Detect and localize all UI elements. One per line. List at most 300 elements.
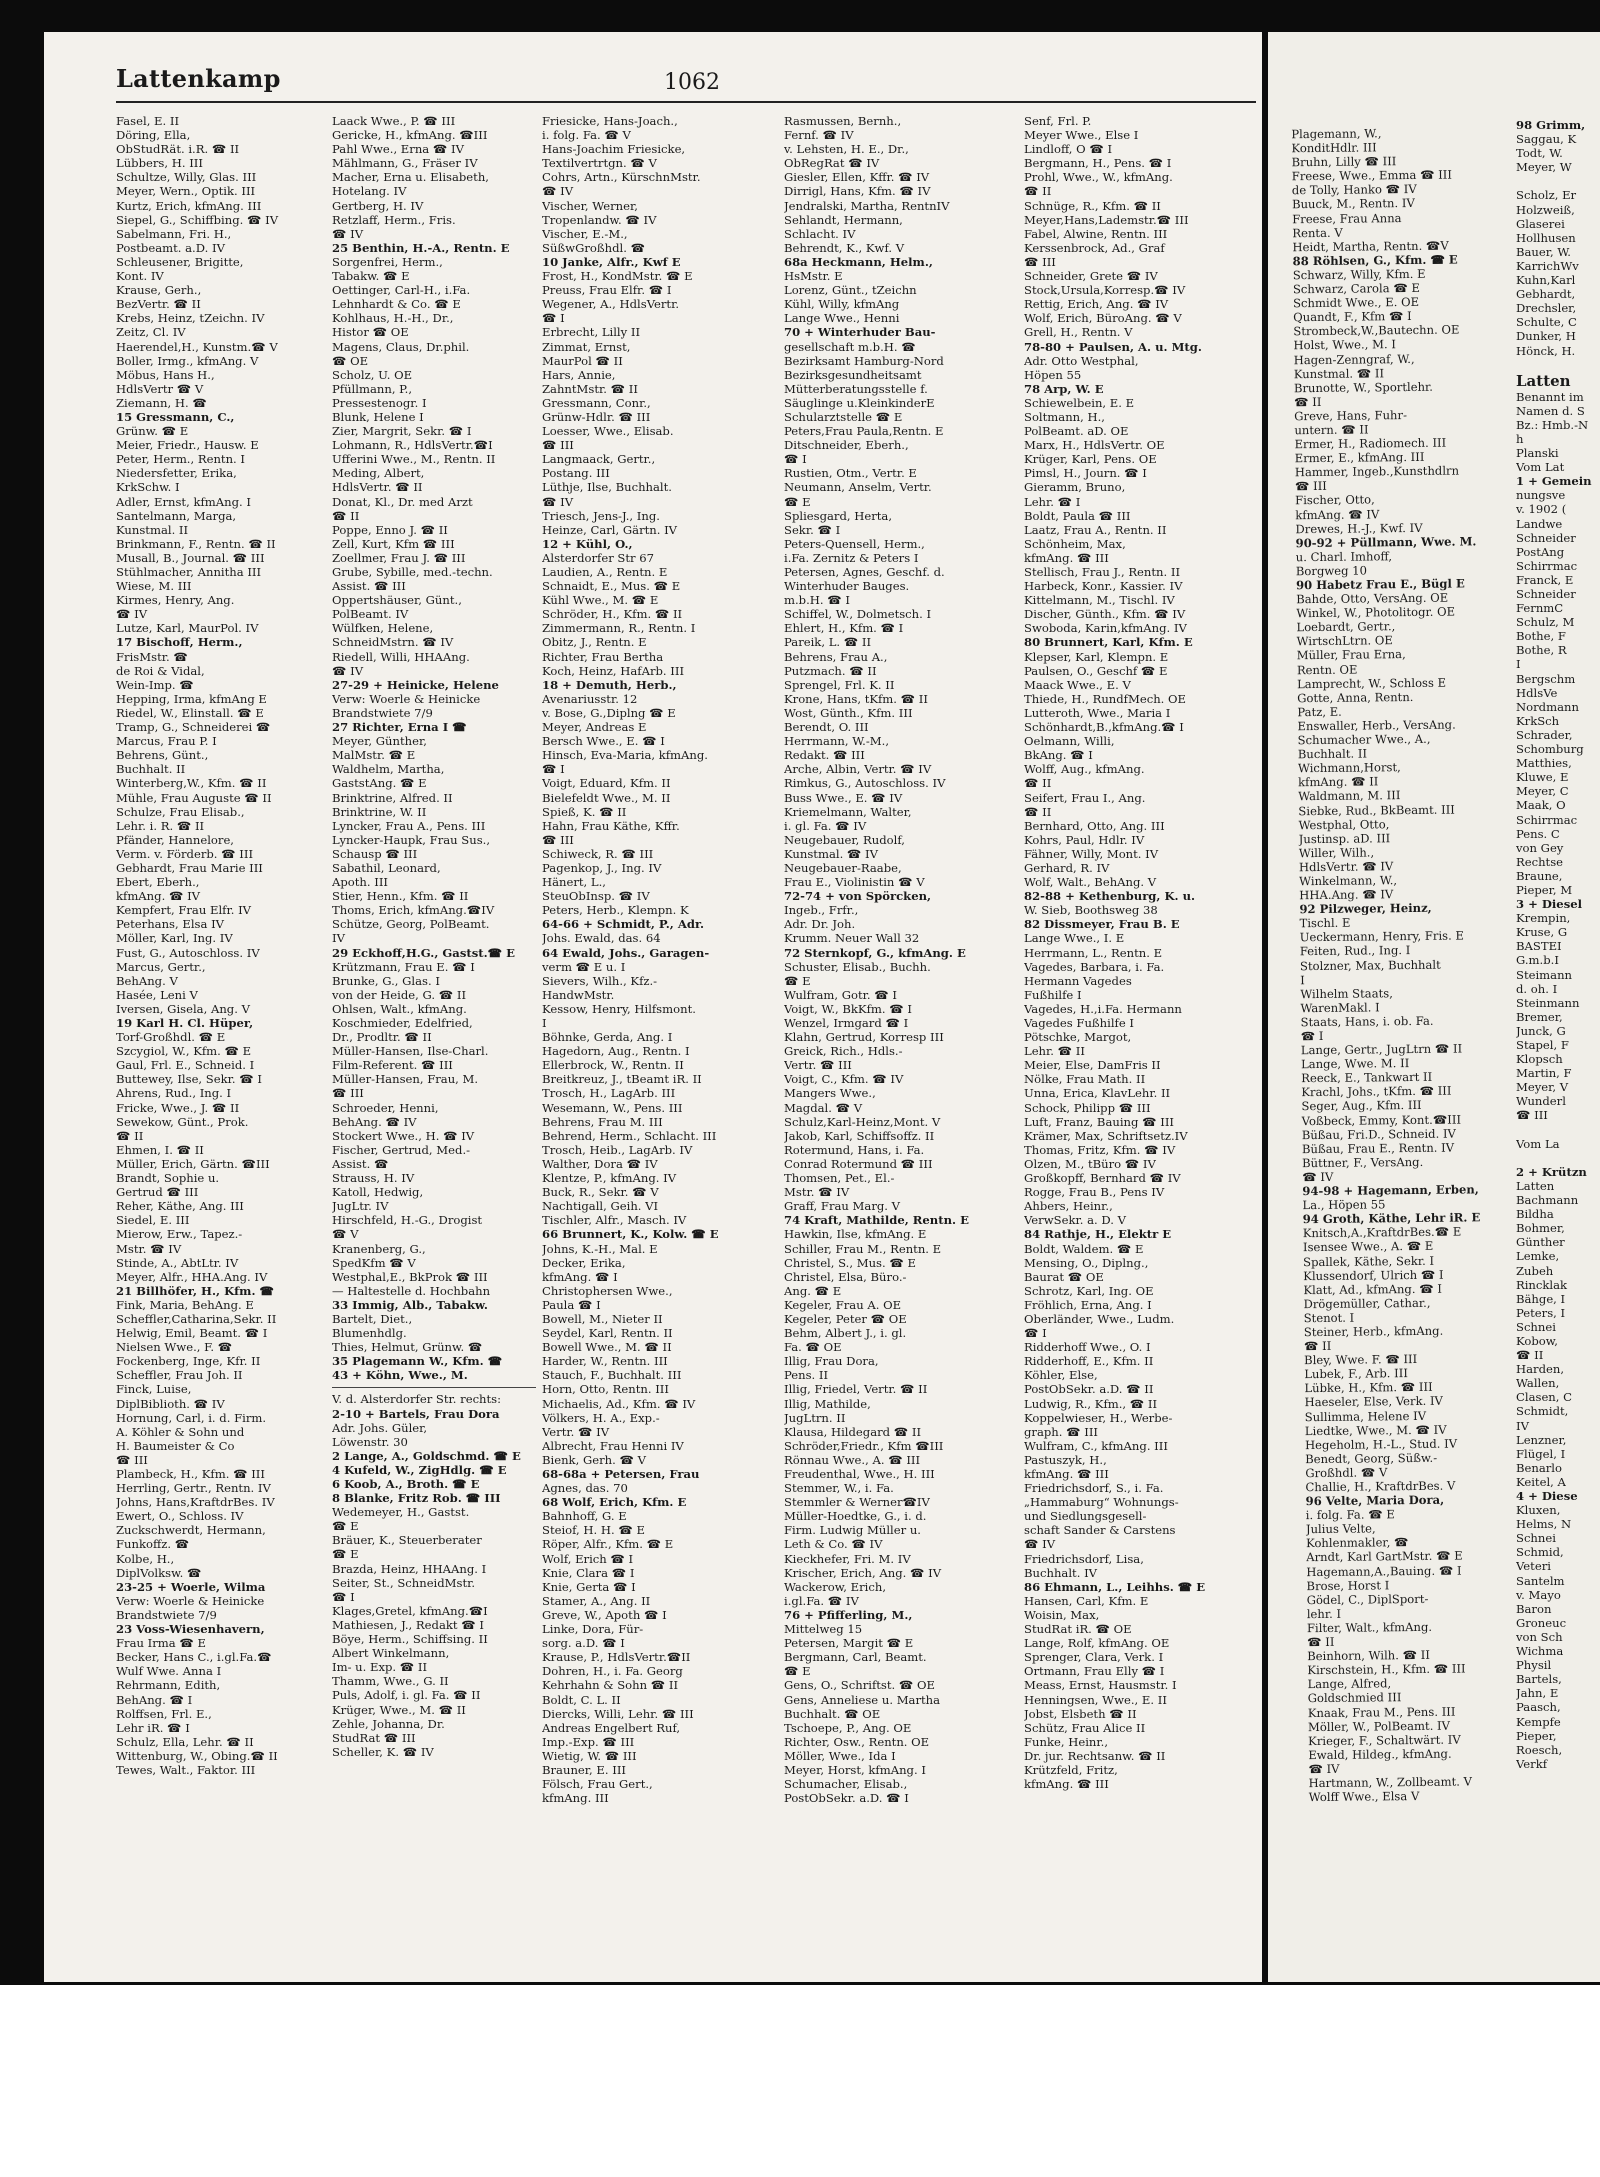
resident-entry: Nielsen Wwe., F. ☎: [116, 1340, 233, 1355]
resident-entry: Dr. jur. Rechtsanw. ☎ II: [1024, 1748, 1166, 1763]
resident-entry: Fölsch, Frau Gert.,: [542, 1777, 653, 1792]
resident-entry: Todt, W.: [1516, 146, 1563, 161]
resident-entry: Schütze, Georg, PolBeamt.: [332, 917, 490, 932]
resident-entry: Heidt, Martha, Rentn. ☎V: [1292, 238, 1449, 254]
resident-entry: Kirschstein, H., Kfm. ☎ III: [1307, 1661, 1466, 1678]
resident-entry: Fink, Maria, BehAng. E: [116, 1297, 254, 1312]
resident-entry: Zimmermann, R., Rentn. I: [542, 621, 696, 636]
resident-entry: MaurPol ☎ II: [542, 353, 623, 368]
header-rule: [116, 101, 1256, 103]
resident-entry: Ehlert, H., Kfm. ☎ I: [784, 621, 904, 636]
house-number-entry: 4 Kufeld, W., ZigHdlg. ☎ E: [332, 1462, 507, 1477]
resident-entry: Dunker, H: [1516, 329, 1576, 344]
resident-entry: [1516, 1151, 1600, 1165]
resident-entry: Brose, Horst I: [1306, 1577, 1390, 1593]
resident-entry: Koch, Heinz, HafArb. III: [542, 663, 685, 678]
resident-entry: Hammer, Ingeb.,Kunsthdlrn: [1294, 463, 1460, 480]
resident-entry: Walther, Dora ☎ IV: [542, 1156, 658, 1171]
resident-entry: Beinhorn, Wilh. ☎ II: [1307, 1647, 1430, 1664]
resident-entry: Voigt, W., BkKfm. ☎ I: [784, 1001, 912, 1016]
resident-entry: Luft, Franz, Bauing ☎ III: [1024, 1114, 1174, 1129]
resident-entry: Adr. Dr. Joh.: [784, 917, 856, 932]
resident-entry: Kunstmal. ☎ IV: [784, 846, 879, 861]
resident-entry: Laudien, A., Rentn. E: [542, 565, 668, 579]
resident-entry: Tewes, Walt., Faktor. III: [116, 1762, 256, 1777]
resident-entry: Brandstwiete 7/9: [116, 1607, 217, 1622]
resident-entry: von der Heide, G. ☎ II: [332, 987, 467, 1002]
resident-entry: [1516, 1123, 1600, 1137]
resident-entry: Zehle, Johanna, Dr.: [332, 1716, 445, 1731]
resident-entry: DiplBiblioth. ☎ IV: [116, 1396, 225, 1411]
resident-entry: Bz.: Hmb.-N: [1516, 417, 1589, 432]
resident-entry: [1516, 174, 1600, 188]
resident-entry: Mathiesen, J., Redakt ☎ I: [332, 1617, 484, 1632]
resident-entry: i.Fa. Zernitz & Peters I: [784, 550, 919, 565]
house-number-entry: 68 Wolf, Erich, Kfm. E: [542, 1495, 687, 1510]
resident-entry: Hollhusen: [1516, 230, 1576, 245]
house-number-entry: 27-29 + Heinicke, Helene: [332, 677, 499, 692]
resident-entry: Alsterdorfer Str 67: [542, 550, 654, 565]
resident-entry: Ziemann, H. ☎: [116, 395, 207, 410]
resident-entry: Lange, Rolf, kfmAng. OE: [1024, 1636, 1170, 1651]
resident-entry: Quandt, F., Kfm ☎ I: [1293, 309, 1412, 325]
resident-entry: Wegener, A., HdlsVertr.: [542, 297, 680, 312]
house-number-entry: 90-92 + Püllmann, Wwe. M.: [1295, 534, 1477, 550]
resident-entry: ☎ IV: [542, 184, 574, 199]
resident-entry: kfmAng. ☎ III: [1024, 1777, 1109, 1792]
resident-entry: Schneider: [1516, 587, 1576, 601]
house-number-entry: 35 Plagemann W., Kfm. ☎: [332, 1354, 503, 1369]
resident-entry: Harbeck, Konr., Kassier. IV: [1024, 579, 1183, 594]
resident-entry: Behrend, Herm., Schlacht. III: [542, 1128, 717, 1143]
resident-entry: Challie, H., KraftdrBes. V: [1305, 1478, 1456, 1495]
resident-entry: Fasel, E. II: [116, 114, 180, 128]
resident-entry: Kegeler, Peter ☎ OE: [784, 1311, 907, 1326]
resident-entry: ☎ III: [332, 1086, 364, 1101]
resident-entry: kfmAng. III: [542, 1791, 609, 1806]
resident-entry: Büßau, Frau E., Rentn. IV: [1301, 1140, 1455, 1156]
resident-entry: Schroeder, Henni,: [332, 1100, 439, 1115]
resident-entry: Bley, Wwe. F. ☎ III: [1304, 1352, 1418, 1368]
resident-entry: Krüger, Karl, Pens. OE: [1024, 452, 1157, 467]
resident-entry: Kuhn,Karl: [1516, 273, 1576, 288]
house-number-entry: 88 Röhlsen, G., Kfm. ☎ E: [1292, 252, 1458, 269]
resident-entry: Sabathil, Leonard,: [332, 860, 441, 875]
resident-entry: v. Bose, G.,Diplng ☎ E: [542, 705, 676, 720]
resident-entry: Illig, Mathilde,: [784, 1396, 871, 1411]
resident-entry: Funke, Heinr.,: [1024, 1734, 1109, 1749]
resident-entry: Voßbeck, Emmy, Kont.☎III: [1301, 1112, 1462, 1128]
resident-entry: Schütz, Frau Alice II: [1024, 1720, 1146, 1735]
resident-entry: Steimann: [1516, 967, 1573, 982]
resident-entry: Kranenberg, G.,: [332, 1241, 426, 1256]
resident-entry: Puls, Adolf, i. gl. Fa. ☎ II: [332, 1688, 481, 1703]
resident-entry: Kegeler, Frau A. OE: [784, 1297, 902, 1312]
resident-entry: Stinde, A., AbtLtr. IV: [116, 1255, 239, 1270]
resident-entry: Koppelwieser, H., Werbe-: [1024, 1410, 1173, 1425]
resident-entry: Roesch,: [1516, 1742, 1563, 1757]
resident-entry: Pfüllmann, P.,: [332, 381, 413, 396]
resident-entry: Bräuer, K., Steuerberater: [332, 1533, 482, 1548]
resident-entry: Cohrs, Artn., KürschnMstr.: [542, 170, 701, 185]
resident-entry: Buchhalt. II: [1297, 746, 1368, 762]
resident-entry: ☎ II: [1024, 776, 1052, 791]
resident-entry: Finck, Luise,: [116, 1382, 192, 1397]
resident-entry: Ahrens, Rud., Ing. I: [116, 1086, 232, 1101]
resident-entry: ☎ II: [1516, 1348, 1544, 1363]
resident-entry: Schnei: [1516, 1531, 1556, 1546]
resident-entry: Spieß, K. ☎ II: [542, 804, 627, 819]
house-number-entry: 29 Eckhoff,H.G., Gastst.☎ E: [332, 945, 515, 960]
resident-entry: Hagemann,A.,Bauing. ☎ I: [1306, 1563, 1462, 1579]
resident-entry: Lehr. i. R. ☎ II: [116, 818, 205, 833]
resident-entry: ☎ III: [542, 832, 574, 847]
resident-entry: Scheller, K. ☎ IV: [332, 1744, 434, 1759]
resident-entry: Riedell, Willi, HHAAng.: [332, 649, 470, 664]
resident-entry: Adler, Ernst, kfmAng. I: [116, 494, 251, 509]
resident-entry: Hawkin, Ilse, kfmAng. E: [784, 1227, 927, 1242]
resident-entry: Retzlaff, Herm., Fris.: [332, 212, 456, 227]
house-number-entry: 64-66 + Schmidt, P., Adr.: [542, 917, 705, 932]
resident-entry: Blumenhdlg.: [332, 1326, 407, 1341]
resident-entry: Becker, Hans C., i.gl.Fa.☎: [116, 1650, 272, 1665]
resident-entry: Zell, Kurt, Kfm ☎ III: [332, 536, 455, 551]
house-number-entry: 17 Bischoff, Herm.,: [116, 635, 243, 650]
resident-entry: Bowell, M., Nieter II: [542, 1311, 663, 1326]
resident-entry: Bauer, W.: [1516, 244, 1571, 259]
resident-entry: Lange, Alfred,: [1307, 1676, 1392, 1692]
house-number-entry: 23 Voss-Wiesenhavern,: [116, 1622, 265, 1637]
resident-entry: Bezirksamt Hamburg-Nord: [784, 353, 944, 368]
resident-entry: Mierow, Erw., Tapez.-: [116, 1227, 243, 1242]
resident-entry: Zeitz, Cl. IV: [116, 325, 186, 340]
house-number-entry: 19 Karl H. Cl. Hüper,: [116, 1016, 254, 1030]
resident-entry: Lange Wwe., I. E: [1024, 931, 1125, 946]
resident-entry: ☎ IV: [332, 226, 364, 241]
resident-entry: Meyer, Alfr., HHA.Ang. IV: [116, 1269, 268, 1284]
resident-entry: Rimkus, G., Autoschloss. IV: [784, 776, 946, 791]
house-number-entry: 2-10 + Bartels, Frau Dora: [332, 1406, 500, 1421]
resident-entry: Wilhelm Staats,: [1300, 985, 1393, 1001]
resident-entry: Hans-Joachim Friesicke,: [542, 142, 686, 157]
resident-entry: Neumann, Anselm, Vertr.: [784, 480, 932, 495]
resident-entry: Lubek, F., Arb. III: [1304, 1366, 1408, 1382]
resident-entry: Ebert, Eberh.,: [116, 875, 200, 890]
resident-entry: FernmC: [1516, 601, 1564, 616]
resident-entry: HdlsVertr. ☎ II: [332, 480, 423, 495]
house-number-entry: 6 Koob, A., Broth. ☎ E: [332, 1477, 480, 1491]
resident-entry: Schnei: [1516, 1319, 1556, 1334]
resident-entry: Neugebauer-Raabe,: [784, 860, 902, 875]
resident-entry: Scholz, Er: [1516, 188, 1577, 203]
resident-entry: Henningsen, Wwe., E. II: [1024, 1692, 1167, 1707]
resident-entry: BASTEI: [1516, 939, 1562, 954]
resident-entry: Bähge, I: [1516, 1291, 1566, 1306]
resident-entry: Macher, Erna u. Elisabeth,: [332, 170, 489, 185]
resident-entry: Kriemelmann, Walter,: [784, 804, 912, 819]
resident-entry: sorg. a.D. ☎ I: [542, 1636, 625, 1651]
resident-entry: Wolf, Walt., BehAng. V: [1024, 875, 1157, 890]
resident-entry: Bernhard, Otto, Ang. III: [1024, 818, 1165, 833]
resident-entry: Brandstwiete 7/9: [332, 705, 433, 720]
resident-entry: Marcus, Gertr.,: [116, 959, 206, 974]
resident-entry: Schularztstelle ☎ E: [784, 409, 903, 424]
resident-entry: Triesch, Jens-J., Ing.: [542, 508, 660, 523]
resident-entry: Peters-Quensell, Herm.,: [784, 536, 925, 551]
resident-entry: Stapel, F: [1516, 1038, 1569, 1052]
right-page-column-1: [1291, 125, 1537, 1804]
resident-entry: Patz, E.: [1297, 704, 1342, 720]
resident-entry: Buuck, M., Rentn. IV: [1291, 196, 1415, 212]
resident-entry: Behm, Albert J., i. gl.: [784, 1326, 907, 1341]
resident-entry: Böye, Herm., Schiffsing. II: [332, 1632, 488, 1647]
resident-entry: ☎ I: [332, 1589, 355, 1604]
resident-entry: Richter, Osw., Rentn. OE: [784, 1734, 930, 1749]
resident-entry: Steinmann: [1516, 995, 1580, 1010]
resident-entry: ☎ II: [332, 508, 360, 523]
resident-entry: Seydel, Karl, Rentn. II: [542, 1326, 673, 1341]
resident-entry: Preuss, Frau Elfr. ☎ I: [542, 283, 672, 298]
resident-entry: Pagenkop, J., Ing. IV: [542, 860, 662, 875]
house-number-entry: 68-68a + Petersen, Frau: [542, 1467, 700, 1481]
resident-entry: kfmAng. ☎ I: [542, 1269, 618, 1284]
resident-entry: Müller-Hansen, Ilse-Charl.: [332, 1044, 489, 1059]
house-number-entry: 92 Pilzweger, Heinz,: [1299, 900, 1432, 917]
resident-entry: Pastuszyk, H.,: [1024, 1452, 1107, 1467]
resident-entry: Boldt, C. L. II: [542, 1692, 621, 1707]
house-number-entry: 1 + Gemein: [1516, 474, 1592, 489]
resident-entry: BehAng. V: [116, 973, 178, 988]
resident-entry: Pens. C: [1516, 826, 1560, 841]
resident-entry: Jobst, Elsbeth ☎ II: [1024, 1706, 1137, 1721]
resident-entry: Siedel, E. III: [116, 1213, 190, 1228]
resident-entry: Woisin, Max,: [1024, 1607, 1100, 1622]
resident-entry: Ermer, E., kfmAng. III: [1294, 450, 1425, 466]
resident-entry: Behrendt, K., Kwf. V: [784, 240, 905, 255]
resident-entry: ☎ II: [116, 1128, 144, 1143]
resident-entry: Imp.-Exp. ☎ III: [542, 1734, 635, 1749]
resident-entry: Sievers, Wilh., Kfz.-: [542, 973, 658, 988]
resident-entry: Julius Velte,: [1305, 1521, 1376, 1537]
resident-entry: Kühl, Willy, kfmAng: [784, 297, 900, 312]
resident-entry: ☎ III: [1024, 254, 1056, 269]
resident-entry: Kobow,: [1516, 1333, 1558, 1348]
resident-entry: Schrotz, Karl, Ing. OE: [1024, 1283, 1154, 1298]
resident-entry: Schmidt Wwe., E. OE: [1292, 295, 1420, 311]
resident-entry: Apoth. III: [332, 875, 389, 890]
resident-entry: Langmaack, Gertr.,: [542, 452, 656, 467]
house-number-entry: 21 Billhöfer, H., Kfm. ☎: [116, 1283, 274, 1298]
resident-entry: Senf, Frl. P.: [1024, 114, 1092, 128]
resident-entry: Bowell Wwe., M. ☎ II: [542, 1340, 672, 1355]
resident-entry: Vagedes Fußhilfe I: [1024, 1016, 1134, 1030]
resident-entry: Klages,Gretel, kfmAng.☎I: [332, 1603, 488, 1618]
resident-entry: Rönnau Wwe., A. ☎ III: [784, 1452, 921, 1467]
resident-entry: Niedersfetter, Erika,: [116, 466, 237, 481]
resident-entry: Gieramm, Bruno,: [1024, 480, 1126, 495]
resident-entry: Gens, Anneliese u. Martha: [784, 1692, 941, 1707]
resident-entry: Grell, H., Rentn. V: [1024, 325, 1133, 340]
resident-entry: v. Lehsten, H. E., Dr.,: [784, 142, 909, 157]
resident-entry: Szcygiol, W., Kfm. ☎ E: [116, 1044, 252, 1059]
resident-entry: PostObSekr. a.D. ☎ I: [784, 1791, 909, 1806]
house-number-entry: 96 Velte, Maria Dora,: [1305, 1492, 1445, 1509]
resident-entry: Schumacher, Elisab.,: [784, 1777, 908, 1792]
resident-entry: d. oh. I: [1516, 981, 1558, 996]
resident-entry: Nachtigall, Geih. VI: [542, 1199, 659, 1214]
resident-entry: Friedrichsdorf, S., i. Fa.: [1024, 1481, 1164, 1496]
resident-entry: Steiof, H. H. ☎ E: [542, 1523, 645, 1538]
resident-entry: Brinktrine, W. II: [332, 804, 427, 819]
resident-entry: Bruhn, Lilly ☎ III: [1291, 154, 1397, 170]
resident-entry: kfmAng. ☎ III: [1024, 1467, 1109, 1481]
resident-entry: Verm. v. Förderb. ☎ III: [116, 846, 254, 861]
resident-entry: Lehr iR. ☎ I: [116, 1720, 190, 1735]
resident-entry: Zier, Margrit, Sekr. ☎ I: [332, 424, 472, 439]
resident-entry: Tischler, Alfr., Masch. IV: [542, 1213, 687, 1228]
resident-entry: Sewekow, Günt., Prok.: [116, 1114, 249, 1129]
resident-entry: Lemke,: [1516, 1249, 1560, 1264]
resident-entry: Graff, Frau Marg. V: [784, 1199, 901, 1214]
resident-entry: HHA.Ang. ☎ IV: [1299, 887, 1394, 903]
resident-entry: Krachl, Johs., tKfm. ☎ III: [1301, 1083, 1452, 1100]
resident-entry: Bergschm: [1516, 671, 1576, 686]
resident-entry: i. folg. Fa. ☎ E: [1305, 1507, 1395, 1523]
resident-entry: Saggau, K: [1516, 132, 1577, 147]
resident-entry: Feiten, Rud., Ing. I: [1299, 943, 1411, 959]
resident-entry: Klentze, P., kfmAng. IV: [542, 1171, 677, 1186]
resident-entry: Frau Irma ☎ E: [116, 1636, 206, 1651]
resident-entry: Helwig, Emil, Beamt. ☎ I: [116, 1326, 268, 1341]
resident-entry: Thomas, Fritz, Kfm. ☎ IV: [1024, 1142, 1176, 1157]
resident-entry: Grube, Sybille, med.-techn.: [332, 565, 493, 579]
house-number-entry: 3 + Diesel: [1516, 897, 1582, 912]
resident-entry: Johns, Hans,KraftdrBes. IV: [116, 1495, 275, 1510]
resident-entry: JugLtr. IV: [332, 1199, 389, 1214]
resident-entry: Pareik, L. ☎ II: [784, 635, 872, 650]
resident-entry: Röper, Alfr., Kfm. ☎ E: [542, 1537, 674, 1552]
resident-entry: Fußhilfe I: [1024, 987, 1082, 1002]
resident-entry: Sprengel, Frl. K. II: [784, 677, 895, 692]
resident-entry: Peters,Frau Paula,Rentn. E: [784, 424, 944, 439]
resident-entry: Lange, Gertr., JugLtrn ☎ II: [1300, 1041, 1463, 1058]
resident-entry: ☎ IV: [542, 494, 574, 509]
house-number-entry: 94-98 + Hagemann, Erben,: [1302, 1182, 1479, 1199]
resident-entry: Krämer, Max, Schriftsetz.IV: [1024, 1128, 1188, 1143]
resident-entry: Scheffler, Frau Joh. II: [116, 1368, 243, 1383]
resident-entry: Voigt, C., Kfm. ☎ IV: [784, 1072, 904, 1087]
resident-entry: Peter, Herm., Rentn. I: [116, 452, 245, 467]
resident-entry: Blunk, Helene I: [332, 409, 424, 424]
resident-entry: W. Sieb, Boothsweg 38: [1024, 903, 1158, 918]
resident-entry: Gertrud ☎ III: [116, 1185, 199, 1200]
resident-entry: Zoellmer, Frau J. ☎ III: [332, 550, 466, 565]
resident-entry: Gebhardt,: [1516, 287, 1576, 302]
resident-entry: Schausp ☎ III: [332, 846, 418, 861]
resident-entry: Sehlandt, Hermann,: [784, 212, 903, 227]
resident-entry: Veteri: [1516, 1559, 1551, 1574]
resident-entry: Buchhalt. II: [116, 762, 186, 777]
resident-entry: HdlsVe: [1516, 685, 1558, 700]
house-number-entry: 2 + Krützn: [1516, 1164, 1587, 1179]
resident-entry: Kehrhahn & Sohn ☎ II: [542, 1678, 679, 1693]
resident-entry: Rogge, Frau B., Pens IV: [1024, 1185, 1165, 1200]
resident-entry: Friesicke, Hans-Joach.,: [542, 114, 678, 128]
resident-entry: ☎ E: [784, 1664, 811, 1679]
resident-entry: Poppe, Enno J. ☎ II: [332, 522, 448, 537]
resident-entry: Sabelmann, Fri. H.,: [116, 226, 232, 241]
resident-entry: Schirrmac: [1516, 558, 1578, 573]
resident-entry: Kluwe, E: [1516, 770, 1569, 785]
resident-entry: ☎ III: [1294, 479, 1327, 494]
resident-entry: Siebke, Rud., BkBeamt. III: [1298, 802, 1455, 818]
resident-entry: Spallek, Käthe, Sekr. I: [1303, 1253, 1435, 1269]
section-divider: [332, 1387, 536, 1388]
resident-entry: Kolbe, H.,: [116, 1551, 175, 1566]
resident-entry: Siepel, G., Schiffbing. ☎ IV: [116, 212, 279, 227]
resident-entry: Kohlhaus, H.-H., Dr.,: [332, 311, 454, 326]
resident-entry: Hagedorn, Aug., Rentn. I: [542, 1044, 690, 1059]
resident-entry: Wunderl: [1516, 1094, 1566, 1109]
resident-entry: lehr. I: [1306, 1606, 1342, 1622]
resident-entry: Drewes, H.-J., Kwf. IV: [1295, 520, 1423, 536]
resident-entry: Brunke, G., Glas. I: [332, 973, 440, 988]
resident-entry: Wolff, Aug., kfmAng.: [1024, 762, 1145, 777]
resident-entry: Herrmann, W.-M.,: [784, 734, 889, 749]
house-number-entry: 25 Benthin, H.-A., Rentn. E: [332, 240, 510, 255]
resident-entry: PolBeamt. IV: [332, 607, 409, 622]
house-number-entry: 98 Grimm,: [1516, 118, 1586, 132]
resident-entry: Ingeb., Frfr.,: [784, 903, 859, 918]
house-number-entry: 84 Rathje, H., Elektr E: [1024, 1227, 1172, 1242]
resident-entry: Paasch,: [1516, 1700, 1561, 1715]
house-number-entry: 23-25 + Woerle, Wilma: [116, 1579, 266, 1594]
resident-entry: Schultze, Willy, Glas. III: [116, 170, 257, 185]
resident-entry: Mangers Wwe.,: [784, 1086, 876, 1101]
house-number-entry: 82 Dissmeyer, Frau B. E: [1024, 917, 1180, 932]
resident-entry: H. Baumeister & Co: [116, 1438, 235, 1453]
resident-entry: Wolff Wwe., Elsa V: [1308, 1789, 1420, 1805]
resident-entry: Fröhlich, Erna, Ang. I: [1024, 1297, 1152, 1312]
resident-entry: Sekr. ☎ I: [784, 522, 841, 537]
resident-entry: Gericke, H., kfmAng. ☎III: [332, 128, 488, 143]
resident-entry: Wichmann,Horst,: [1297, 760, 1401, 776]
resident-entry: m.b.H. ☎ I: [784, 593, 850, 608]
resident-entry: Vertr. ☎ IV: [542, 1424, 610, 1439]
resident-entry: Swoboda, Karin,kfmAng. IV: [1024, 621, 1187, 636]
resident-entry: Mütterberatungsstelle f.: [784, 381, 928, 396]
resident-entry: Riedel, W., Elinstall. ☎ E: [116, 705, 264, 720]
resident-entry: Peters, I: [1516, 1305, 1566, 1320]
resident-entry: Schock, Philipp ☎ III: [1024, 1100, 1151, 1115]
resident-entry: Pens. II: [784, 1368, 829, 1383]
resident-entry: ☎ IV: [1302, 1169, 1334, 1185]
resident-entry: Vischer, E.-M.,: [542, 226, 628, 241]
resident-entry: Stellisch, Frau J., Rentn. II: [1024, 565, 1181, 579]
resident-entry: Liedtke, Wwe., M. ☎ IV: [1304, 1422, 1447, 1438]
resident-entry: Waldmann, M. III: [1298, 788, 1401, 804]
resident-entry: Schleusener, Brigitte,: [116, 254, 244, 269]
resident-entry: KonditHdlr. III: [1291, 140, 1377, 156]
resident-entry: Kieckhefer, Fri. M. IV: [784, 1551, 911, 1566]
resident-entry: Jendralski, Martha, RentnIV: [784, 198, 950, 213]
resident-entry: Krebs, Heinz, tZeichn. IV: [116, 311, 265, 326]
resident-entry: ☎ E: [784, 494, 811, 509]
resident-entry: ☎ E: [784, 973, 811, 988]
house-number-entry: 18 + Demuth, Herb.,: [542, 677, 677, 692]
resident-entry: Stockert Wwe., H. ☎ IV: [332, 1128, 475, 1143]
resident-entry: Brazda, Heinz, HHAAng. I: [332, 1561, 487, 1576]
